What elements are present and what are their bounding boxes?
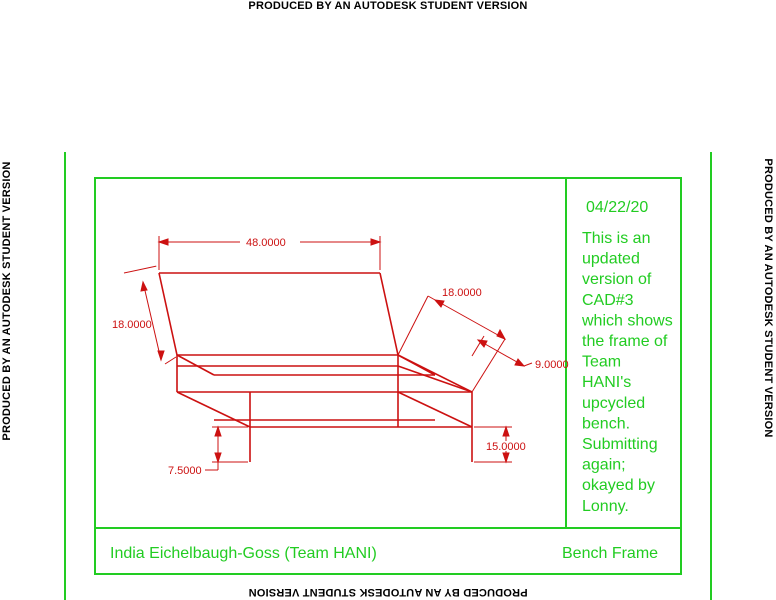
right-leg-brace bbox=[398, 392, 472, 427]
dim-arm-offset: 9.0000 bbox=[535, 359, 569, 371]
right-rail-diagonal bbox=[398, 366, 472, 392]
notes-line: Submitting bbox=[582, 436, 658, 453]
dim-seat-height: 15.0000 bbox=[486, 441, 526, 453]
dim-arm-length: 18.0000 bbox=[442, 287, 482, 299]
notes-text bbox=[581, 230, 673, 515]
notes-line: okayed by bbox=[582, 477, 655, 495]
left-diagonal-top bbox=[177, 355, 214, 375]
watermark-left: PRODUCED BY AN AUTODESK STUDENT VERSION bbox=[1, 161, 13, 441]
notes-line: version of bbox=[582, 271, 652, 289]
notes-line: the frame of bbox=[582, 333, 668, 350]
notes-line: which shows bbox=[582, 312, 673, 330]
notes-line: Team bbox=[582, 353, 622, 371]
dim-back-height: 18.0000 bbox=[112, 319, 152, 331]
watermark-bottom: PRODUCED BY AN AUTODESK STUDENT VERSION bbox=[248, 586, 528, 598]
left-leg-brace bbox=[177, 392, 250, 427]
notes-line: updated bbox=[582, 250, 640, 268]
notes-line: Lonny. bbox=[582, 497, 629, 515]
notes-line: bench. bbox=[582, 415, 631, 433]
dim-top-width: 48.0000 bbox=[246, 237, 286, 249]
drawing-title: Bench Frame bbox=[562, 545, 659, 562]
dimension-lines bbox=[124, 236, 532, 470]
notes-line: HANI's bbox=[582, 374, 632, 392]
notes-line: This is an bbox=[582, 230, 651, 247]
author-label: India Eichelbaugh-Goss (Team HANI) bbox=[110, 545, 377, 562]
arm-top bbox=[398, 355, 472, 392]
watermark-top: PRODUCED BY AN AUTODESK STUDENT VERSION bbox=[248, 0, 528, 12]
watermark-right: PRODUCED BY AN AUTODESK STUDENT VERSION bbox=[762, 158, 774, 438]
backrest-left-edge bbox=[159, 273, 177, 355]
backrest-right-edge bbox=[380, 273, 398, 355]
notes-line: again; bbox=[582, 456, 626, 474]
notes-date: 04/22/20 bbox=[586, 199, 649, 216]
dim-foot-height: 7.5000 bbox=[168, 465, 202, 477]
notes-line: CAD#3 bbox=[582, 291, 634, 309]
notes-line: upcycled bbox=[582, 394, 646, 412]
